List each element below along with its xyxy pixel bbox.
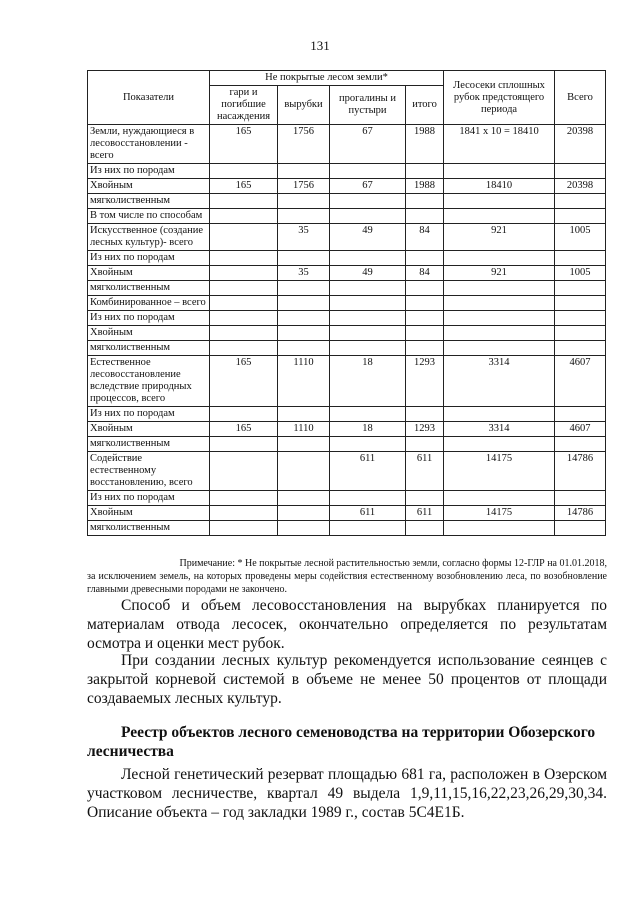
table-cell xyxy=(406,326,444,341)
table-cell xyxy=(444,251,555,266)
row-label: Хвойным xyxy=(88,179,210,194)
table-cell xyxy=(555,326,606,341)
table-cell: 165 xyxy=(210,179,278,194)
table-cell xyxy=(406,311,444,326)
table-cell xyxy=(278,452,330,491)
table-cell: 20398 xyxy=(555,125,606,164)
row-label: Хвойным xyxy=(88,266,210,281)
table-cell xyxy=(444,437,555,452)
table-cell: 611 xyxy=(330,452,406,491)
table-row xyxy=(88,437,606,452)
table-cell xyxy=(210,437,278,452)
table-cell xyxy=(278,194,330,209)
table-cell xyxy=(278,164,330,179)
table-row xyxy=(88,296,606,311)
table-cell xyxy=(330,194,406,209)
table-cell: 35 xyxy=(278,266,330,281)
table-row xyxy=(88,251,606,266)
table-cell xyxy=(444,311,555,326)
row-label: мягколиственным xyxy=(88,437,210,452)
table-row xyxy=(88,266,606,281)
table-row xyxy=(88,341,606,356)
table-cell xyxy=(555,209,606,224)
table-cell xyxy=(555,281,606,296)
row-label: Земли, нуждающиеся в лесовосстановлении - всего xyxy=(88,125,210,164)
table-cell xyxy=(278,326,330,341)
table-cell xyxy=(406,521,444,536)
table-cell xyxy=(444,209,555,224)
table-cell xyxy=(406,491,444,506)
table-cell xyxy=(210,209,278,224)
table-cell xyxy=(444,407,555,422)
table-cell xyxy=(278,506,330,521)
paragraph-seedlings: При создании лесных культур рекомендуется использование сеянцев с закрытой корневой системой в объеме не менее 50 процентов от площади создаваемых лесных культур. xyxy=(87,652,607,707)
row-label: Из них по породам xyxy=(88,251,210,266)
table-cell xyxy=(330,491,406,506)
table-cell xyxy=(406,209,444,224)
table-cell xyxy=(330,281,406,296)
table-cell: 84 xyxy=(406,224,444,251)
table-cell: 14175 xyxy=(444,452,555,491)
table-cell xyxy=(210,341,278,356)
table-cell xyxy=(278,407,330,422)
table-cell xyxy=(210,251,278,266)
table-cell: 921 xyxy=(444,224,555,251)
header-glades: прогалины и пустыри xyxy=(330,86,406,125)
table-cell xyxy=(330,251,406,266)
table-row xyxy=(88,281,606,296)
table-cell: 921 xyxy=(444,266,555,281)
row-label: мягколиственным xyxy=(88,194,210,209)
table-cell xyxy=(555,194,606,209)
table-cell: 165 xyxy=(210,356,278,407)
row-label: В том числе по способам xyxy=(88,209,210,224)
table-cell: 14175 xyxy=(444,506,555,521)
table-cell: 4607 xyxy=(555,356,606,407)
header-cuttings: Лесосеки сплошных рубок предстоящего периода xyxy=(444,71,555,125)
table-cell: 165 xyxy=(210,125,278,164)
table-cell xyxy=(278,437,330,452)
table-cell xyxy=(444,491,555,506)
table-cell: 1756 xyxy=(278,125,330,164)
table-row xyxy=(88,179,606,194)
header-clearings: вырубки xyxy=(278,86,330,125)
table-cell xyxy=(444,164,555,179)
header-subtotal: итого xyxy=(406,86,444,125)
row-label: Комбинированное – всего xyxy=(88,296,210,311)
table-cell: 18 xyxy=(330,356,406,407)
table-cell: 18 xyxy=(330,422,406,437)
table-cell: 1293 xyxy=(406,356,444,407)
row-label: Из них по породам xyxy=(88,164,210,179)
table-row xyxy=(88,125,606,164)
table-cell: 14786 xyxy=(555,506,606,521)
row-label: Естественное лесовосстановление вследствие природных процессов, всего xyxy=(88,356,210,407)
table-cell xyxy=(555,164,606,179)
table-cell xyxy=(444,326,555,341)
table-cell: 165 xyxy=(210,422,278,437)
table-cell xyxy=(330,437,406,452)
table-cell xyxy=(406,164,444,179)
note-first-line: Примечание: * Не покрытые лесной растительностью земли, согласно формы 12-ГЛР на 01.01.2018, xyxy=(179,558,607,569)
table-cell xyxy=(210,311,278,326)
table-cell xyxy=(278,491,330,506)
table-cell xyxy=(555,437,606,452)
table-cell xyxy=(330,296,406,311)
table-body xyxy=(88,125,606,536)
table-cell xyxy=(555,311,606,326)
table-cell xyxy=(210,407,278,422)
table-cell xyxy=(278,521,330,536)
table-cell: 1756 xyxy=(278,179,330,194)
table-cell xyxy=(278,251,330,266)
table-row xyxy=(88,224,606,251)
table-cell xyxy=(210,194,278,209)
table-cell xyxy=(210,326,278,341)
table-cell: 1005 xyxy=(555,266,606,281)
table-cell: 1110 xyxy=(278,356,330,407)
header-burned: гари и погибшие насаждения xyxy=(210,86,278,125)
table-cell xyxy=(444,341,555,356)
table-cell: 67 xyxy=(330,125,406,164)
table-cell: 611 xyxy=(406,452,444,491)
table-cell: 1110 xyxy=(278,422,330,437)
header-total: Всего xyxy=(555,71,606,125)
row-label: мягколиственным xyxy=(88,341,210,356)
table-cell xyxy=(555,521,606,536)
page-number: 131 xyxy=(310,38,330,53)
paragraph-method: Способ и объем лесовосстановления на вырубках планируется по материалам отвода лесосек, окончательно определяется по результатам осмотра и оценки мест рубок. xyxy=(87,597,607,652)
table-cell: 18410 xyxy=(444,179,555,194)
table-cell xyxy=(444,296,555,311)
row-label: Хвойным xyxy=(88,422,210,437)
table-cell xyxy=(278,281,330,296)
table-cell xyxy=(210,281,278,296)
table-cell: 1988 xyxy=(406,125,444,164)
table-note xyxy=(87,557,607,596)
table-cell xyxy=(210,452,278,491)
table-cell: 611 xyxy=(330,506,406,521)
table-row xyxy=(88,194,606,209)
table-cell xyxy=(555,296,606,311)
table-cell xyxy=(555,407,606,422)
row-label: Содействие естественному восстановлению, всего xyxy=(88,452,210,491)
table-cell: 3314 xyxy=(444,356,555,407)
table-row xyxy=(88,452,606,491)
row-label: мягколиственным xyxy=(88,521,210,536)
table-cell: 49 xyxy=(330,224,406,251)
row-label: Хвойным xyxy=(88,506,210,521)
table-cell: 20398 xyxy=(555,179,606,194)
table-cell xyxy=(406,407,444,422)
row-label: Из них по породам xyxy=(88,311,210,326)
table-cell: 611 xyxy=(406,506,444,521)
table-cell xyxy=(278,296,330,311)
row-label: Из них по породам xyxy=(88,407,210,422)
table-cell: 14786 xyxy=(555,452,606,491)
table-cell xyxy=(210,266,278,281)
table-cell xyxy=(278,311,330,326)
row-label: мягколиственным xyxy=(88,281,210,296)
table-cell xyxy=(406,194,444,209)
header-indicator: Показатели xyxy=(88,71,210,125)
table-cell: 84 xyxy=(406,266,444,281)
table-cell xyxy=(330,311,406,326)
table-cell xyxy=(444,521,555,536)
table-row xyxy=(88,356,606,407)
paragraph-reserve: Лесной генетический резерват площадью 681 га, расположен в Озерском участковом лесничестве, квартал 49 выдела 1,9,11,15,16,22,23,26,29,30,34. Описание объекта – год закладки 1989 г., состав 5С4Е1Б. xyxy=(87,766,607,821)
table-cell: 3314 xyxy=(444,422,555,437)
table-cell xyxy=(444,194,555,209)
table-row xyxy=(88,209,606,224)
table-cell xyxy=(330,164,406,179)
table-cell xyxy=(210,506,278,521)
table-cell: 1841 х 10 = 18410 xyxy=(444,125,555,164)
table-cell: 49 xyxy=(330,266,406,281)
table-cell xyxy=(330,407,406,422)
reforestation-table xyxy=(87,70,606,536)
table-cell xyxy=(278,209,330,224)
table-cell: 67 xyxy=(330,179,406,194)
section-heading: Реестр объектов лесного семеноводства на территории Обозерского лесничества xyxy=(87,724,596,760)
table-cell xyxy=(406,341,444,356)
table-cell xyxy=(210,296,278,311)
row-label: Искусственное (создание лесных культур)- всего xyxy=(88,224,210,251)
table-row xyxy=(88,407,606,422)
table-cell xyxy=(210,224,278,251)
table-cell xyxy=(555,341,606,356)
table-cell xyxy=(210,491,278,506)
note-continuation: за исключением земель, на которых проведены меры содействия естественному возобновлению леса, по возобновление главными древесными породами не закончено. xyxy=(87,571,607,595)
table-cell: 35 xyxy=(278,224,330,251)
table-cell xyxy=(210,164,278,179)
table-row xyxy=(88,491,606,506)
row-label: Из них по породам xyxy=(88,491,210,506)
table-row xyxy=(88,326,606,341)
table-row xyxy=(88,422,606,437)
row-label: Хвойным xyxy=(88,326,210,341)
table-cell xyxy=(406,281,444,296)
table-cell xyxy=(555,251,606,266)
table-cell: 1293 xyxy=(406,422,444,437)
header-uncovered-lands: Не покрытые лесом земли* xyxy=(210,71,444,86)
table-cell xyxy=(278,341,330,356)
table-cell xyxy=(330,521,406,536)
table-cell xyxy=(444,281,555,296)
table-cell xyxy=(330,341,406,356)
table-cell xyxy=(406,251,444,266)
table-cell: 1988 xyxy=(406,179,444,194)
table-cell xyxy=(210,521,278,536)
table-cell: 1005 xyxy=(555,224,606,251)
table-cell: 4607 xyxy=(555,422,606,437)
table-row xyxy=(88,311,606,326)
table-row xyxy=(88,521,606,536)
table-cell xyxy=(406,296,444,311)
table-cell xyxy=(406,437,444,452)
table-cell xyxy=(330,209,406,224)
table-cell xyxy=(555,491,606,506)
table-row xyxy=(88,164,606,179)
table-cell xyxy=(330,326,406,341)
table-row xyxy=(88,506,606,521)
